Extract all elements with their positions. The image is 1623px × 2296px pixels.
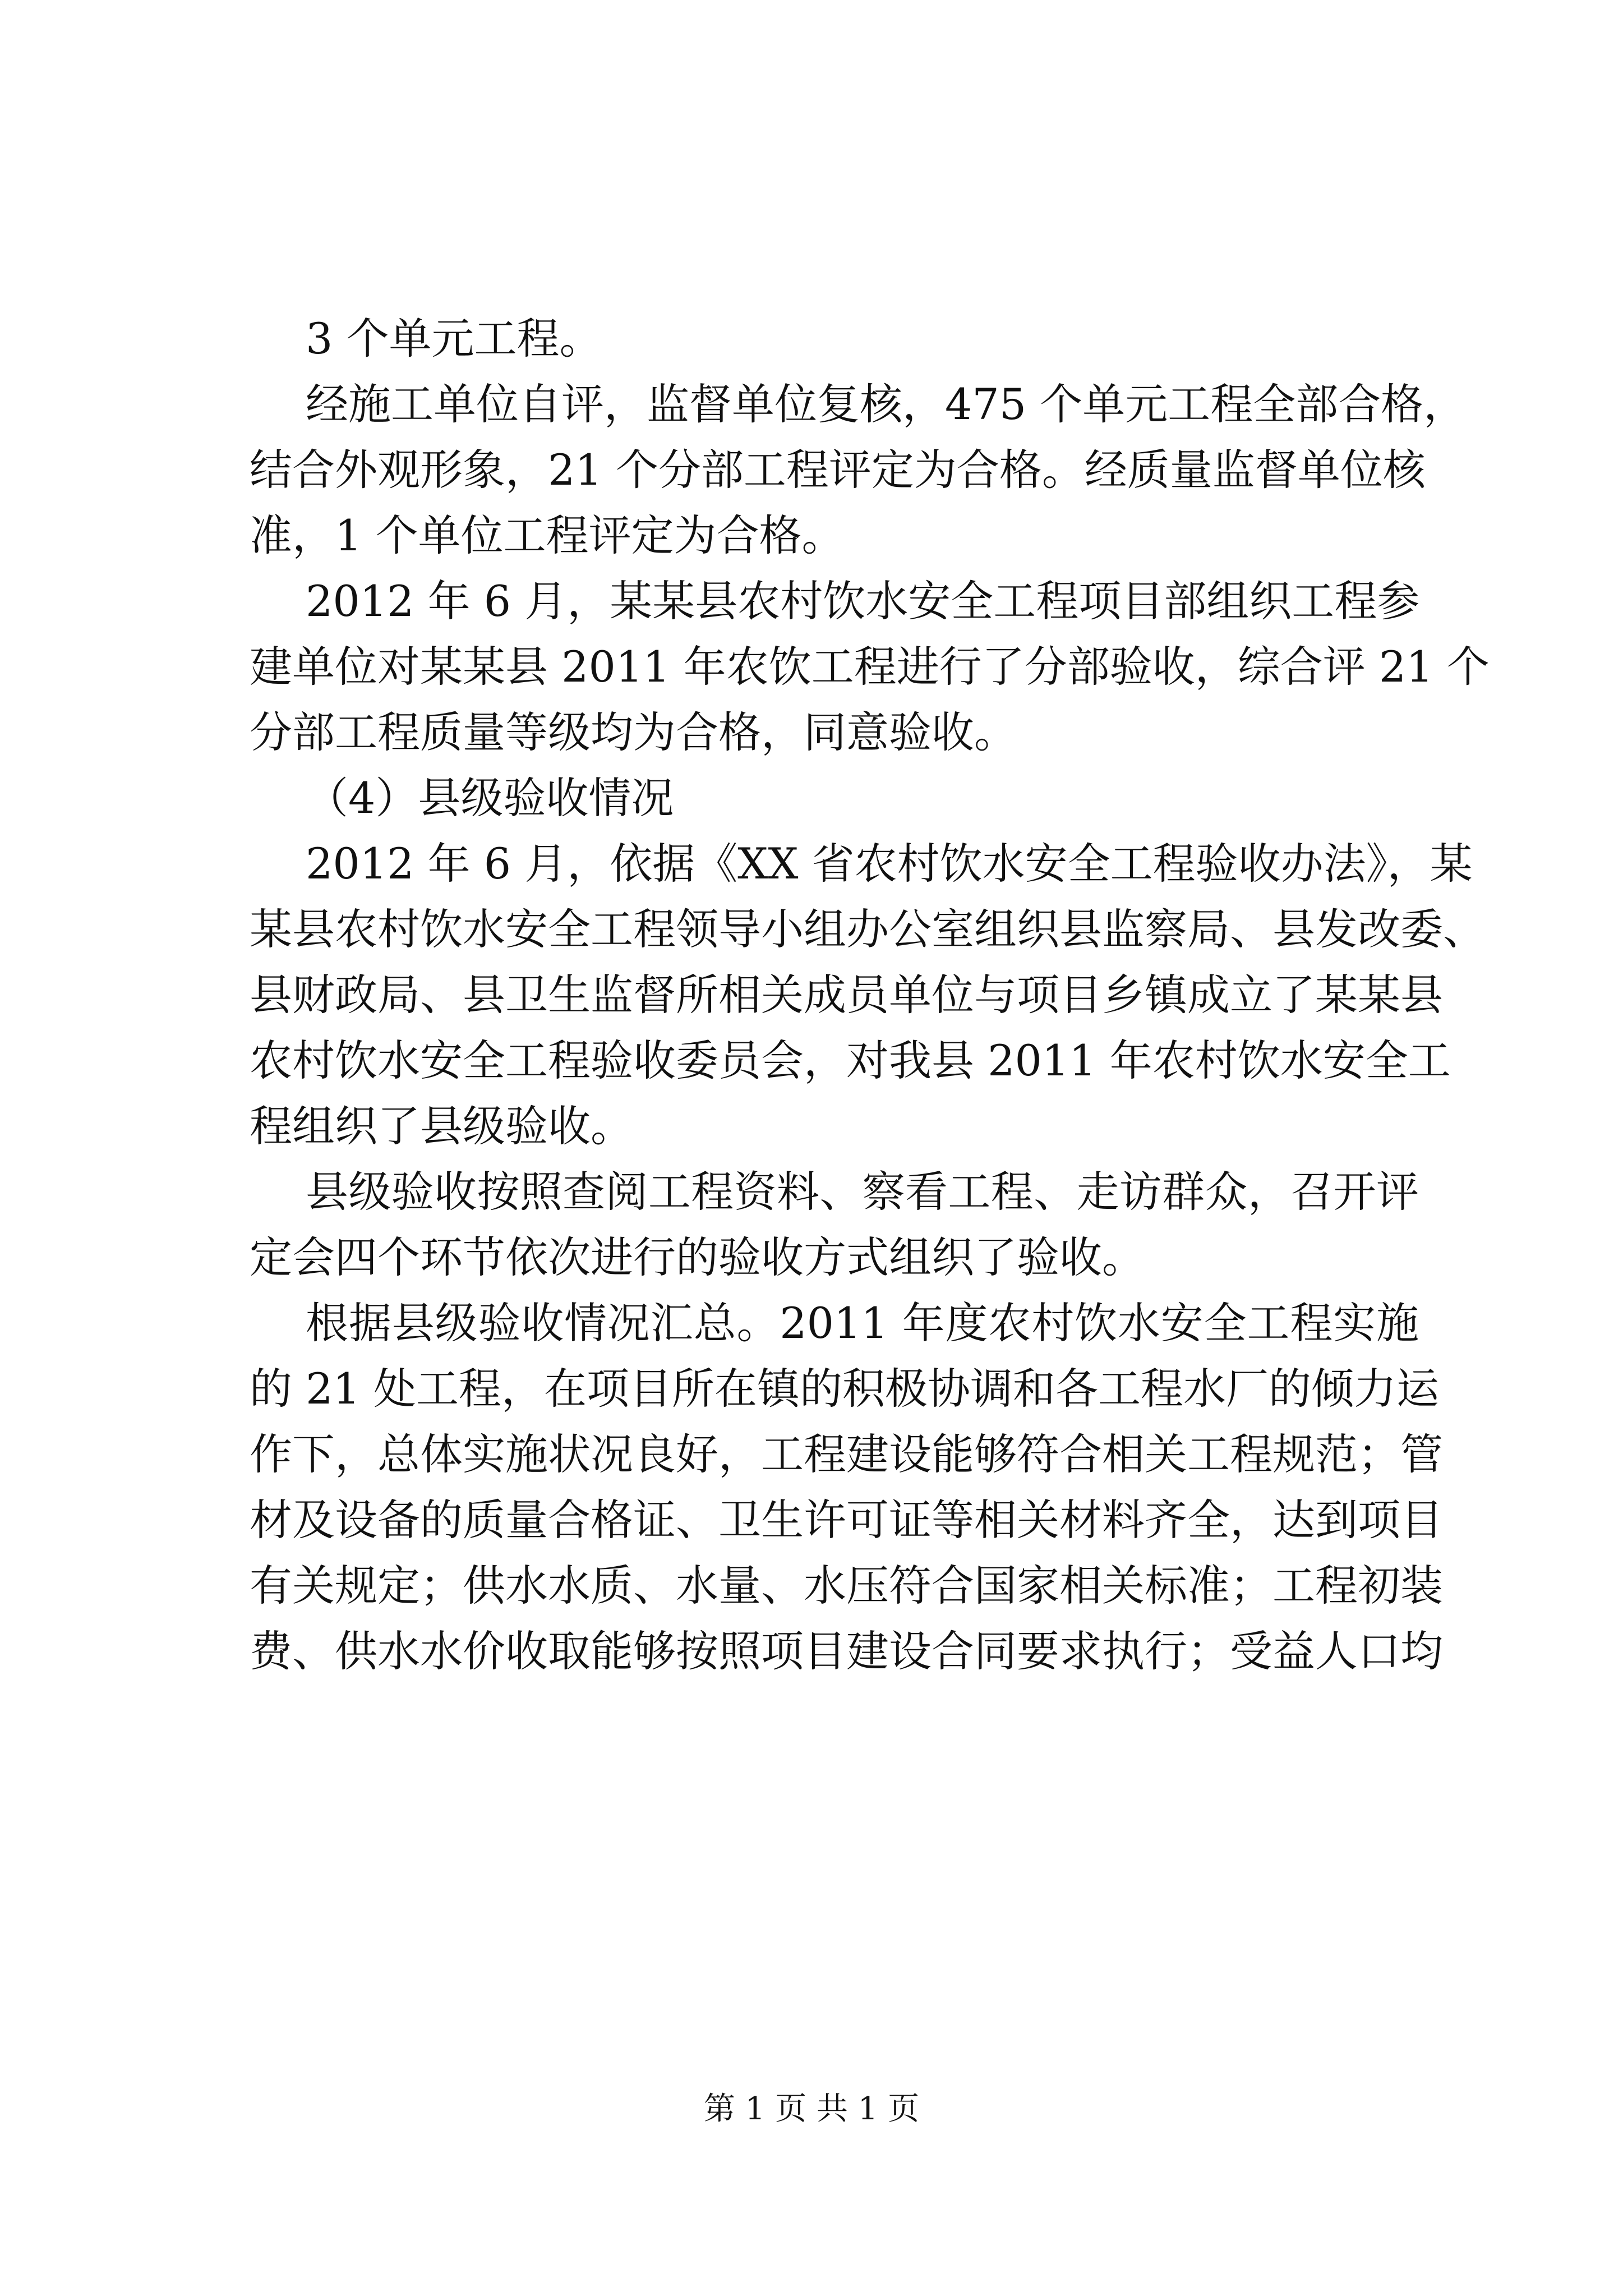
document-body [250,306,1490,1684]
text-line: 县级验收按照查阅工程资料、察看工程、走访群众，召开评 [306,1167,1419,1217]
text-line: 程组织了县级验收。 [250,1101,633,1151]
text-line: 2012 年 6 月，某某县农村饮水安全工程项目部组织工程参 [306,576,1420,626]
text-line: 某县农村饮水安全工程领导小组办公室组织县监察局、县发改委、 [250,904,1486,954]
text-line: 建单位对某某县 2011 年农饮工程进行了分部验收，综合评 21 个 [250,642,1490,692]
text-line: 材及设备的质量合格证、卫生许可证等相关材料齐全，达到项目 [250,1495,1443,1545]
text-line: 准，1 个单位工程评定为合格。 [250,510,845,560]
text-line: 的 21 处工程，在项目所在镇的积极协调和各工程水厂的倾力运 [250,1364,1440,1414]
text-line: 结合外观形象，21 个分部工程评定为合格。经质量监督单位核 [250,445,1426,495]
text-line: 分部工程质量等级均为合格，同意验收。 [250,707,1017,757]
text-line: 定会四个环节依次进行的验收方式组织了验收。 [250,1232,1145,1282]
page-footer: 第 1 页 共 1 页 [703,2091,920,2127]
text-line: 县财政局、县卫生监督所相关成员单位与项目乡镇成立了某某县 [250,970,1443,1020]
text-line: 费、供水水价收取能够按照项目建设合同要求执行；受益人口均 [250,1626,1443,1676]
text-line: 经施工单位自评，监督单位复核，475 个单元工程全部合格， [306,379,1467,429]
text-line: 3 个单元工程。 [306,314,602,364]
section-heading: （4）县级验收情况 [306,773,674,823]
text-line: 作下，总体实施状况良好，工程建设能够符合相关工程规范；管 [250,1429,1443,1479]
text-line: 农村饮水安全工程验收委员会，对我县 2011 年农村饮水安全工 [250,1036,1451,1085]
text-line: 2012 年 6 月，依据《XX 省农村饮水安全工程验收办法》，某 [306,839,1473,889]
text-line: 有关规定；供水水质、水量、水压符合国家相关标准；工程初装 [250,1561,1443,1611]
text-line: 根据县级验收情况汇总。2011 年度农村饮水安全工程实施 [306,1298,1419,1348]
